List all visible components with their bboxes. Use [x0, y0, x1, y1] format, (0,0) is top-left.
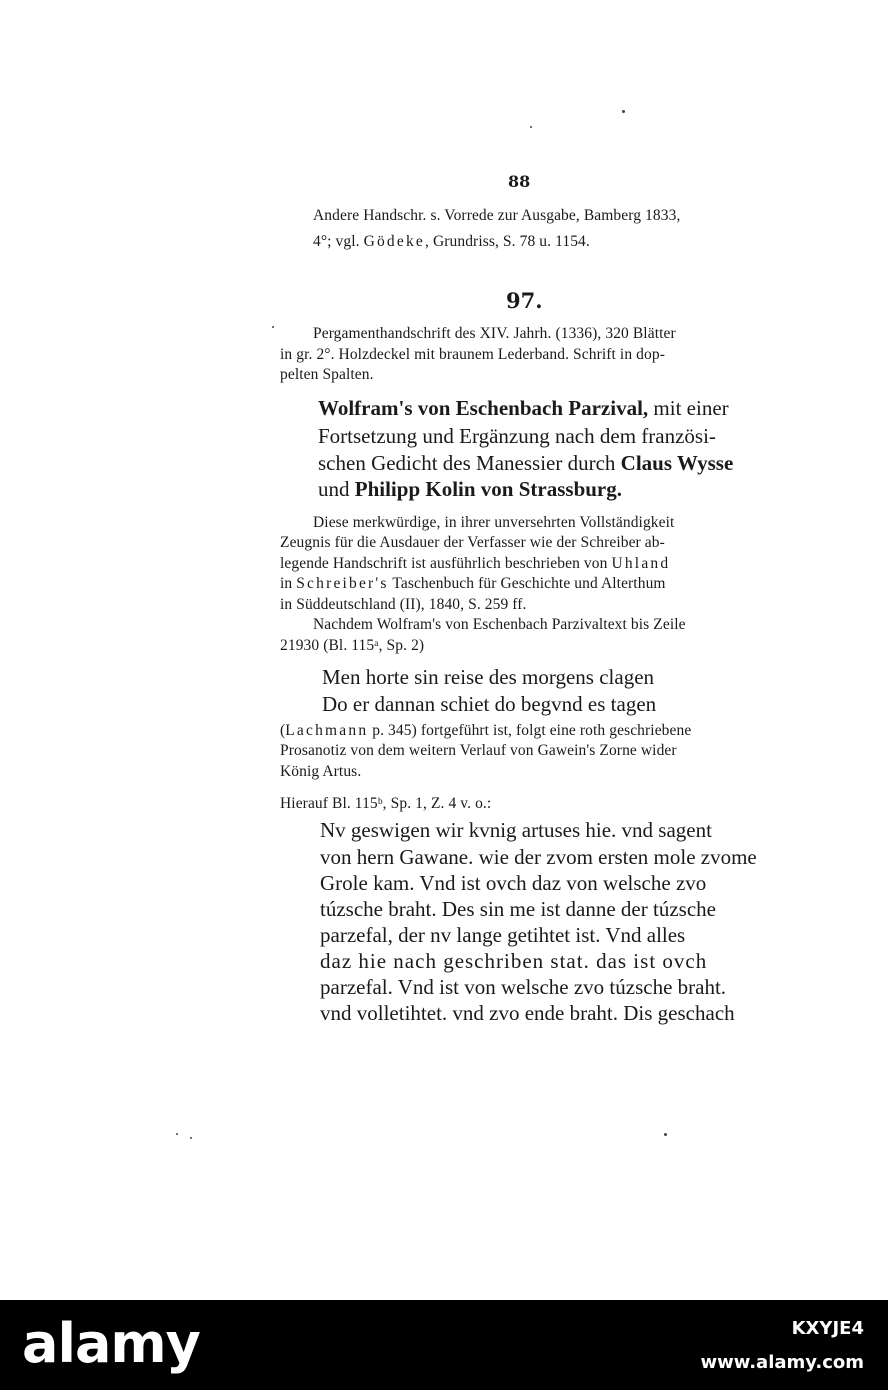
prose-line-7: parzefal. Vnd ist von welsche zvo túzsche braht.: [320, 975, 727, 999]
watermark-logo: alamy: [22, 1312, 200, 1375]
watermark-bar: [0, 1300, 888, 1390]
para3-line-3: König Artus.: [280, 763, 362, 780]
page-number: 88: [508, 172, 531, 191]
title-line-3: schen Gedicht des Manessier durch Claus Wysse: [318, 451, 734, 475]
prose-line-3: Grole kam. Vnd ist ovch daz von welsche zvo: [320, 871, 707, 895]
title-line-4: und Philipp Kolin von Strassburg.: [318, 477, 622, 501]
scan-speck: [272, 326, 274, 328]
watermark-url: www.alamy.com: [700, 1352, 864, 1373]
title-line-1: Wolfram's von Eschenbach Parzival, mit einer: [318, 396, 729, 420]
para1-line-3: legende Handschrift ist ausführlich beschrieben von Uhland: [280, 555, 671, 572]
watermark-image-id: KXYJE4: [791, 1318, 864, 1339]
intro-line-2: 4°; vgl. Gödeke, Grundriss, S. 78 u. 1154.: [313, 233, 590, 250]
hierauf-line: Hierauf Bl. 115ᵇ, Sp. 1, Z. 4 v. o.:: [280, 795, 492, 812]
prose-line-5: parzefal, der nv lange getihtet ist. Vnd alles: [320, 923, 686, 947]
description-line-2: in gr. 2°. Holzdeckel mit braunem Lederband. Schrift in dop-: [280, 346, 665, 363]
scan-speck: [190, 1137, 192, 1139]
prose-line-8: vnd volletihtet. vnd zvo ende braht. Dis geschach: [320, 1001, 735, 1025]
description-line-3: pelten Spalten.: [280, 366, 374, 383]
para2-line-2: 21930 (Bl. 115ᵃ, Sp. 2): [280, 637, 425, 654]
prose-line-2: von hern Gawane. wie der zvom ersten mole zvome: [320, 845, 757, 869]
scan-speck: [530, 126, 532, 128]
scan-speck: [622, 110, 625, 113]
verse-line-1: Men horte sin reise des morgens clagen: [322, 665, 655, 689]
prose-line-6: daz hie nach geschriben stat. das ist ovch: [320, 949, 708, 973]
scan-speck: [176, 1133, 178, 1135]
title-line-2: Fortsetzung und Ergänzung nach dem französi-: [318, 424, 716, 448]
scan-speck: [664, 1133, 667, 1136]
para1-line-5: in Süddeutschland (II), 1840, S. 259 ff.: [280, 596, 527, 613]
intro-line-1: Andere Handschr. s. Vorrede zur Ausgabe, Bamberg 1833,: [313, 207, 681, 224]
description-line-1: Pergamenthandschrift des XIV. Jahrh. (1336), 320 Blätter: [313, 325, 676, 342]
verse-line-2: Do er dannan schiet do begvnd es tagen: [322, 692, 657, 716]
section-number: 97.: [506, 288, 543, 313]
para3-line-1: (Lachmann p. 345) fortgeführt ist, folgt eine roth geschriebene: [280, 722, 692, 739]
para1-line-2: Zeugnis für die Ausdauer der Verfasser wie der Schreiber ab-: [280, 534, 665, 551]
para1-line-4: in Schreiber's Taschenbuch für Geschichte und Alterthum: [280, 575, 666, 592]
para3-line-2: Prosanotiz von dem weitern Verlauf von Gawein's Zorne wider: [280, 742, 677, 759]
para1-line-1: Diese merkwürdige, in ihrer unversehrten Vollständigkeit: [313, 514, 675, 531]
para2-line-1: Nachdem Wolfram's von Eschenbach Parzivaltext bis Zeile: [313, 616, 686, 633]
prose-line-4: túzsche braht. Des sin me ist danne der túzsche: [320, 897, 716, 921]
prose-line-1: Nv geswigen wir kvnig artuses hie. vnd sagent: [320, 818, 712, 842]
